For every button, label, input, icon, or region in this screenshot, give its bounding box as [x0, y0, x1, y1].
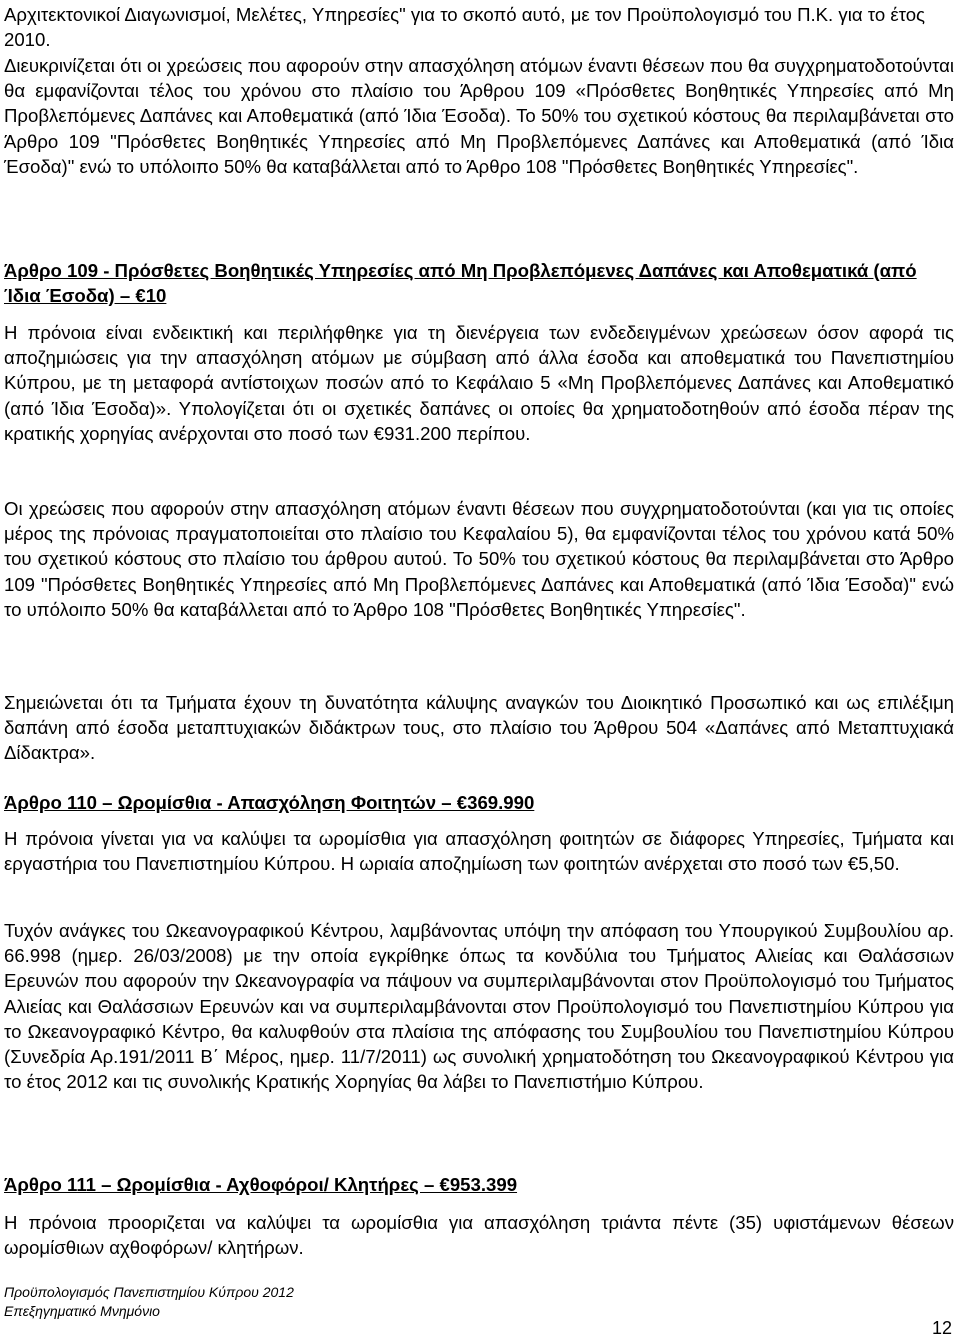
clarification-paragraph: Διευκρινίζεται ότι οι χρεώσεις που αφορούν στην απασχόληση ατόμων έναντι θέσεων που θα συγχρηματοδοτούνται θα εμφανίζονται τέλος του χρόνου στο πλαίσιο του Άρθρου 109 «Πρόσθετες Βοηθητικές Υπηρεσίες από Μη Προβλεπόμενες Δαπάνες και Αποθεματικά (από Ίδια Έσοδα). Το 50% του σχετικού κόστους θα περιλαμβάνεται στο Άρθρο 109 "Πρόσθετες Βοηθητικές Υπηρεσίες από Μη Προβλεπόμενες Δαπάνες και Αποθεματικά (από Ίδια Έσοδα)" ενώ το υπόλοιπο 50% θα καταβάλλεται από το Άρθρο 108 "Πρόσθετες Βοηθητικές Υπηρεσίες".: [4, 55, 954, 177]
article-109-paragraph-2: Οι χρεώσεις που αφορούν στην απασχόληση ατόμων έναντι θέσεων που συγχρηματοδοτούνται (και για τις οποίες μέρος της πρόνοιας πραγματοποιείται στο πλαίσιο του Κεφαλαίου 5), θα εμφανίζονται τέλος του χρόνου κατά 50% του σχετικού κόστους στο πλαίσιο του άρθρου αυτού. Το 50% του σχετικού κόστους θα περιλαμβάνεται στο Άρθρο 109 "Πρόσθετες Βοηθητικές Υπηρεσίες από Μη Προβλεπόμενες Δαπάνες και Αποθεματικά (από Ίδια Έσοδα)" ενώ το υπόλοιπο 50% θα καταβάλλεται από το Άρθρο 108 "Πρόσθετες Βοηθητικές Υπηρεσίες".: [4, 498, 954, 620]
page-number: 12: [931, 1318, 952, 1338]
article-109-paragraph-1: Η πρόνοια είναι ενδεικτική και περιλήφθηκε για τη διενέργεια των ενδεδειγμένων χρεώσεων όσον αφορά τις αποζημιώσεις για την απασχόληση ατόμων με σύμβαση από άλλα έσοδα και αποθεματικά του Πανεπιστημίου Κύπρου, με τη μεταφορά αντίστοιχων ποσών από το Κεφάλαιο 5 «Μη Προβλεπόμενες Δαπάνες και Αποθεματικό (από Ίδια Έσοδα)». Υπολογίζεται ότι οι σχετικές δαπάνες οι οποίες θα χρηματοδοτηθούν από έσοδα πέραν της κρατικής χορηγίας ανέρχονται στο ποσό των €931.200 περίπου.: [4, 322, 954, 444]
article-109-heading: Άρθρο 109 - Πρόσθετες Βοηθητικές Υπηρεσίες από Μη Προβλεπόμενες Δαπάνες και Αποθεματικά (από Ίδια Έσοδα) – €10: [4, 260, 917, 307]
footer-line-2: Επεξηγηματικό Μνημόνιο: [4, 1303, 160, 1319]
article-111-heading: Άρθρο 111 – Ωρομίσθια - Αχθοφόροι/ Κλητήρες – €953.399: [4, 1174, 518, 1195]
intro-paragraph: Αρχιτεκτονικοί Διαγωνισμοί, Μελέτες, Υπηρεσίες" για το σκοπό αυτό, με τον Προϋπολογισμό του Π.Κ. για το έτος 2010.: [4, 4, 925, 51]
article-111-paragraph-1: Η πρόνοια προοριζεται να καλύψει τα ωρομίσθια για απασχόληση τριάντα πέντε (35) υφιστάμενων θέσεων ωρομίσθιων αχθοφόρων/ κλητήρων.: [4, 1212, 954, 1259]
article-110-paragraph-1: Η πρόνοια γίνεται για να καλύψει τα ωρομίσθια για απασχόληση φοιτητών σε διάφορες Υπηρεσίες, Τμήματα και εργαστήρια του Πανεπιστημίου Κύπρου. Η ωριαία αποζημίωση των φοιτητών ανέρχεται στο ποσό των €5,50.: [4, 828, 954, 875]
article-109-paragraph-3: Σημειώνεται ότι τα Τμήματα έχουν τη δυνατότητα κάλυψης αναγκών του Διοικητικό Προσωπικό και ως επιλέξιμη δαπάνη από έσοδα μεταπτυχιακών διδάκτρων τους, στο πλαίσιο του Άρθρου 504 «Δαπάνες από Μεταπτυχιακά Δίδακτρα».: [4, 692, 954, 764]
article-110-paragraph-2: Τυχόν ανάγκες του Ωκεανογραφικού Κέντρου, λαμβάνοντας υπόψη την απόφαση του Υπουργικού Συμβουλίου αρ. 66.998 (ημερ. 26/03/2008) με την οποία εγκρίθηκε όπως τα κονδύλια του Τμήματος Αλιείας και Θαλάσσιων Ερευνών που αφορούν την Ωκεανογραφία να πάψουν να συμπεριλαμβάνονται στον Προϋπολογισμό του Τμήματος Αλιείας και Θαλάσσιων Ερευνών και να συμπεριλαμβάνονται στον Προϋπολογισμό του Πανεπιστημίου Κύπρου για το Ωκεανογραφικό Κέντρο, θα καλυφθούν στα πλαίσια της απόφασης του Συμβουλίου του Πανεπιστημίου Κύπρου (Συνεδρία Αρ.191/2011 Β΄ Μέρος, ημερ. 11/7/2011) ως συνολική χρηματοδότηση του Ωκεανογραφικού Κέντρου για το έτος 2012 και τις συνολικής Κρατικής Χορηγίας θα λάβει το Πανεπιστήμιο Κύπρου.: [4, 920, 954, 1093]
article-110-heading: Άρθρο 110 – Ωρομίσθια - Απασχόληση Φοιτητών – €369.990: [4, 792, 535, 813]
footer-line-1: Προϋπολογισμός Πανεπιστημίου Κύπρου 2012: [4, 1284, 294, 1300]
page-footer: [4, 1283, 294, 1321]
